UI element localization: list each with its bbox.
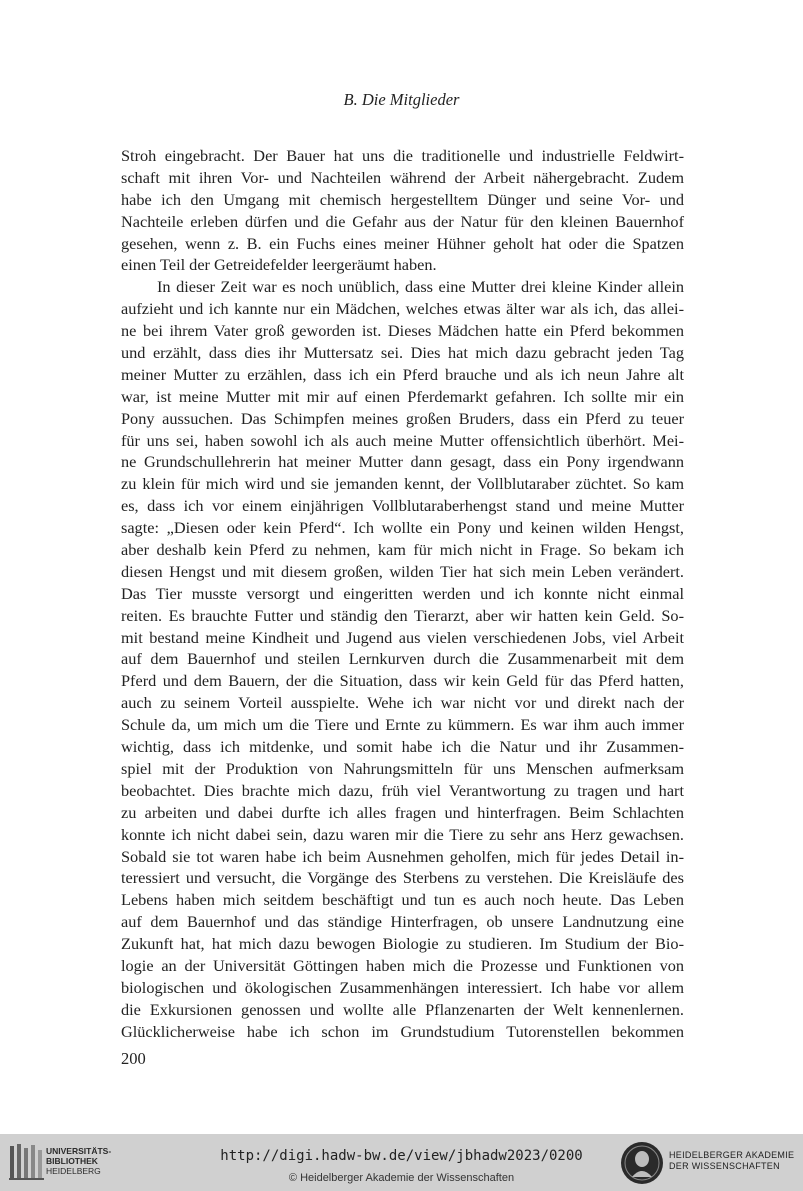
library-logo-line1: UNIVERSITÄTS- [46, 1146, 112, 1156]
text-line: für uns sei, haben sowohl ich als auch meine Mutter offensichtlich überhört. Mei- [121, 430, 684, 450]
text-line: Stroh eingebracht. Der Bauer hat uns die traditionelle und industrielle Feldwirt- [121, 146, 684, 165]
text-line: schaft mit ihren Vor- und Nachteilen während der Arbeit nähergebracht. Zudem [121, 167, 684, 187]
text-line: gesehen, wenn z. B. ein Fuchs eines meiner Hühner geholt hat oder die Spatzen [121, 233, 684, 253]
academy-logo-text [669, 1150, 794, 1172]
text-line: Lebens haben mich seitdem beschäftigt und tun es auch noch heute. Das Leben [121, 890, 684, 910]
text-line: Sobald sie tot waren habe ich beim Ausnehmen geholfen, mich für jedes Detail in- [121, 846, 684, 866]
viewer-footer [0, 1134, 803, 1191]
text-line: biologischen und ökologischen Zusammenhängen interessiert. Ich habe vor allem [121, 977, 684, 997]
text-line: zu klein für mich wird und sie jemanden kennt, der Vollblutaraber züchtet. So kam [121, 474, 684, 494]
text-line: diesen Hengst und mit diesem großen, wilden Tier hat sich mein Leben verändert. [121, 561, 684, 581]
text-line: ne Grundschullehrerin hat meiner Mutter dann gesagt, dass ein Pony irgendwann [121, 452, 684, 472]
text-line: sagte: „Diesen oder kein Pferd“. Ich wollte ein Pony und keinen wilden Hengst, [121, 518, 684, 538]
text-line: Zukunft hat, hat mich dazu bewogen Biologie zu studieren. Im Studium der Bio- [121, 934, 684, 954]
text-line: Pony aussuchen. Das Schimpfen meines großen Bruders, dass ein Pferd zu teuer [121, 408, 684, 428]
document-url-link[interactable]: http://digi.hadw-bw.de/view/jbhadw2023/0200 [220, 1148, 583, 1164]
academy-logo-line1: HEIDELBERGER AKADEMIE [669, 1150, 795, 1160]
text-line: die Exkursionen genossen und wollte alle Pflanzenarten der Welt kennenlernen. [121, 999, 684, 1019]
text-line: logie an der Universität Göttingen haben mich die Prozesse und Funktionen von [121, 955, 684, 975]
body-text [121, 145, 684, 1043]
text-line: beobachtet. Dies brachte mich dazu, früh viel Verantwortung zu tragen und hart [121, 780, 684, 800]
copyright-notice: © Heidelberger Akademie der Wissenschaften [288, 1172, 515, 1184]
running-head: B. Die Mitglieder [343, 90, 460, 109]
academy-logo-line2: DER WISSENSCHAFTEN [669, 1161, 780, 1171]
text-line: Pferd und dem Bauern, der die Situation, dass wir kein Geld für das Pferd hatten, [121, 671, 684, 691]
text-line: teressiert und versucht, die Vorgänge des Sterbens zu verstehen. Die Kreisläufe des [121, 868, 684, 888]
text-line: zu arbeiten und dabei durfte ich alles fragen und hinterfragen. Beim Schlachten [121, 802, 684, 822]
text-line: In dieser Zeit war es noch unüblich, dass eine Mutter drei kleine Kinder allein [157, 277, 684, 297]
text-line: einen Teil der Getreidefelder leergeräumt haben. [121, 255, 437, 275]
text-line: es, dass ich vor einem einjährigen Vollblutaraberhengst stand und meine Mutter [121, 496, 684, 516]
text-line: konnte ich nicht dabei sein, dazu waren mir die Tiere zu sehr ans Herz gewachsen. [121, 824, 684, 844]
academy-seal-icon [620, 1141, 664, 1185]
text-line: meiner Mutter zu erzählen, dass ich ein Pferd brauche und als ich neun Jahre alt [121, 364, 684, 384]
text-line: habe ich den Umgang mit chemisch hergestelltem Dünger und seine Vor- und [121, 189, 684, 209]
text-line: Nachteile erleben dürfen und die Gefahr aus der Natur für den kleinen Bauernhof [121, 211, 684, 231]
text-line: reiten. Es brauchte Futter und ständig den Tierarzt, aber wir hatten kein Geld. So- [121, 605, 684, 625]
text-line: Glücklicherweise habe ich schon im Grundstudium Tutorenstellen bekommen [121, 1021, 684, 1041]
text-line: aber deshalb kein Pferd zu nehmen, kam für mich nicht in Frage. So bekam ich [121, 540, 684, 560]
text-line: ne bei ihrem Vater groß geworden ist. Dieses Mädchen hatte ein Pferd bekommen [121, 321, 684, 341]
library-logo-line2: BIBLIOTHEK [46, 1156, 98, 1166]
text-line: Das Tier musste versorgt und eingeritten werden und ich konnte nicht einmal [121, 583, 684, 603]
text-line: aufzieht und ich kannte nur ein Mädchen, welches etwas älter war als ich, das allei- [121, 299, 684, 319]
library-logo-line3: HEIDELBERG [46, 1166, 101, 1176]
text-line: auch zu seinem Vorteil ausspielte. Wehe ich war nicht vor und direkt nach der [121, 693, 684, 713]
text-line: und erzählt, dass dies ihr Muttersatz sei. Dies hat mich dazu gebracht jeden Tag [121, 343, 684, 363]
text-line: wichtig, dass ich mitdenke, und somit habe ich die Natur und ihr Zusammen- [121, 737, 684, 757]
page-number: 200 [121, 1049, 146, 1068]
text-line: Schule da, um mich um die Tiere und Ernte zu kümmern. Es war ihm auch immer [121, 715, 684, 735]
text-line: auf dem Bauernhof und das ständige Hinterfragen, ob unsere Landnutzung eine [121, 912, 684, 932]
text-line: auf dem Bauernhof und steilen Lernkurven durch die Zusammenarbeit mit dem [121, 649, 684, 669]
text-line: spiel mit der Produktion von Nahrungsmitteln für uns Menschen aufmerksam [121, 758, 684, 778]
text-line: mit bestand meine Kindheit und Jugend aus vielen verschiedenen Jobs, viel Arbeit [121, 627, 684, 647]
text-line: war, ist meine Mutter mit mir auf einen Pferdemarkt gefahren. Ich sollte mir ein [121, 386, 684, 406]
